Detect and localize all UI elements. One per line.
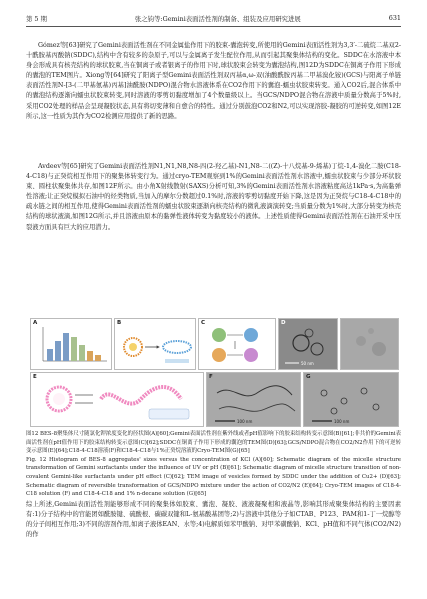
panel-b-label: B: [117, 320, 122, 326]
running-header: [26, 12, 401, 27]
figure-caption: [26, 430, 401, 498]
panel-d-label: D: [281, 320, 286, 326]
panel-a-histogram: [30, 318, 112, 370]
caption-chinese: 图12 BES-8聚集体尺寸随氯化钾浓度变化的径状图(A)[60];Gemini表面活性剂在紫外线或者pH值影响下的胶束结构转变示意图(B)[61];非共价的Gemini表面活性剂在pH值作用下的胶束结构转变示意图(C)[62];SDDC在铜离子作用下形成的囊泡的TEM图(D)[63];GCS/NDPO混合物在CO2/N2作用下的可逆转变示意图(E)[64];C18-4-C18溶液(F)和C18-4-C18与1%正癸烷溶液的Cryo-TEM图(G)[65]: [26, 431, 401, 455]
panel-c-schematic: [198, 318, 276, 370]
panel-a-label: A: [33, 320, 38, 326]
paragraph-gomez-xiong: Gómez等[63]研究了Gemini表面活性剂在不同金属盐作用下的胶束-囊泡转变,所使用的Gemini表面活性剂为3,3′-二硫烷二基双2-十酰胺基丙酸钠(SDDC),结构中含有较多的杂原子,可以与金属离子发生配位作用,从而引起其聚集体结构的变化。SDDC在水溶液中本身会形成具有核壳结构的球状胶束,当在铜离子或者银离子的作用下时,球状胶束会转变为囊泡结构,图12D为SDDC在铜离子作用下形成的囊泡的TEM图片。Xiong等[64]研究了阳离子型Gemini表面活性剂双丙基α,ω-双(油酸酰胺丙基二甲基溴化铵)(GCS)与阳离子单链表面活性剂N-[3-(二甲基氨基)丙基]油酰胺(NDPO)混合物水溶液体系在CO2作用下的囊泡-蠕虫状胶束转变。通入CO2后,混合体系中的囊泡结构逐渐向蠕虫状胶束转变,同时溶液的零剪切黏度增加了4个数量级以上。当GCS/NDPO混合物在溶液中质量分数高于5%时,采用CO2处理的样品会呈现凝胶状态,具有将切变薄和自愈合的特性。通过分别鼓泡CO2和N2,可以实现溶胶-凝胶的可逆转变,如图12E所示,这一性质为其作为CO2检测应用提供了新的思路。: [26, 42, 401, 120]
panel-f-label: F: [209, 374, 213, 380]
panel-f-cryo-tem: [206, 372, 301, 427]
panel-b-schematic: [114, 318, 196, 370]
panel-d-tem: [278, 318, 338, 370]
page-number: 631: [388, 14, 401, 22]
caption-english: Fig. 12 Histogram of BES-8 aggregates' sizes versus the concentration of KCl (A)[60]; Schematic diagram of the micelle structure transformation of Gemini surfactants under the influence of UV or pH (B)[61]; Schematic diagram of micelle structure transition of non-covalent Gemini-like surfactants under pH effect (C)[62]; TEM image of vesicles formed by SDDC under the addition of Cu2+ (D)[63]; Schematic diagram of reversible transformation of GCS/NDPO mixture under the action of CO2/N2 (E)[64]; Cryo-TEM images of C18-4-C18 solution (F) and C18-4-C18 and 1% n-decane solution (G)[65]: [26, 456, 401, 498]
panel-e-schematic: [30, 372, 204, 427]
issue-number: 第 5 期: [26, 14, 47, 23]
panel-e-label: E: [33, 374, 37, 380]
grey-micrograph: [341, 319, 398, 369]
figure-12: [30, 318, 397, 425]
panel-d-scalebar-label: 50 nm: [301, 361, 314, 366]
panel-d-alt-image: [340, 318, 399, 370]
panel-g-cryo-tem: [303, 372, 399, 427]
wormlike-micelle-image: [207, 373, 300, 426]
panel-c-label: C: [201, 320, 206, 326]
running-title: 张之钧等:Gemini表面活性剂的制备、组装及应用研究进展: [134, 14, 301, 23]
paragraph-summary: 综上所述,Gemini表面活性剂能够形成不同的聚集体如胶束、囊泡、凝胶、液液凝聚相和液晶等,影响其形成聚集体结构的主要因素有:1)分子结构中的官能团如酰胺键、硫酸根、碳碳双键和L-氨基酸基团等;2)与溶液中其他分子如CTAB、P123、PAM和1-丁一烷醇等的分子间相互作用;3)不同的溶剂作用,如离子液体EAN、水等;4)电解质如苯甲酸钠、对甲苯磺酸钠、KCl、pH值和不同气体(CO2/N2)的作: [26, 501, 401, 539]
vesicle-wormlike-diagram: [31, 373, 203, 426]
spherical-droplet-image: [304, 373, 398, 426]
paragraph-avdeev: Avdeev等[65]研究了Gemini表面活性剂N1,N1,N8,N8-四(2-羟乙基)-N1,N8-二((Z)-十八烷基-9-烯基)丁烷-1,4-溴化二胺(C18-4-C18)与正癸烷相互作用下的聚集体转变行为。通过cryo-TEM观察到1%的Gemini表面活性剂水溶液中,蠕虫状胶束与少部分环状胶束、圆柱状聚集体共存,如图12F所示。由小角X射线散射(SAXS)分析可知,3%的Gemini表面活性剂水溶液粘度高达1kPa·s,为高黏弹性溶液;让正癸烷模拟石油中的烃类物质,当加入的摩尔分数超过0.1%时,溶液的零剪切黏度开始下降,这是因为正癸烷与C18-4-C18中的疏水链之间的相互作用,使得Gemini表面活性剂的蠕虫状胶束逐渐向核壳结构的微乳液滴演转变;当质量分数为1%时,大部分转变为核壳结构的球状液滴,如图12G所示,并且溶液由原本的黏弹性液体转变为黏度较小的液体。上述性质使得Gemini表面活性剂在石油开采中压裂液方面具有巨大的应用潜力。: [26, 163, 401, 231]
ph-transition-diagram: [199, 319, 275, 369]
panel-g-label: G: [306, 374, 311, 380]
panel-g-scalebar-label: 100 nm: [334, 419, 350, 424]
micelle-transition-diagram: [115, 319, 195, 369]
histogram-bars: [31, 319, 111, 369]
panel-f-scalebar-label: 100 nm: [237, 419, 253, 424]
